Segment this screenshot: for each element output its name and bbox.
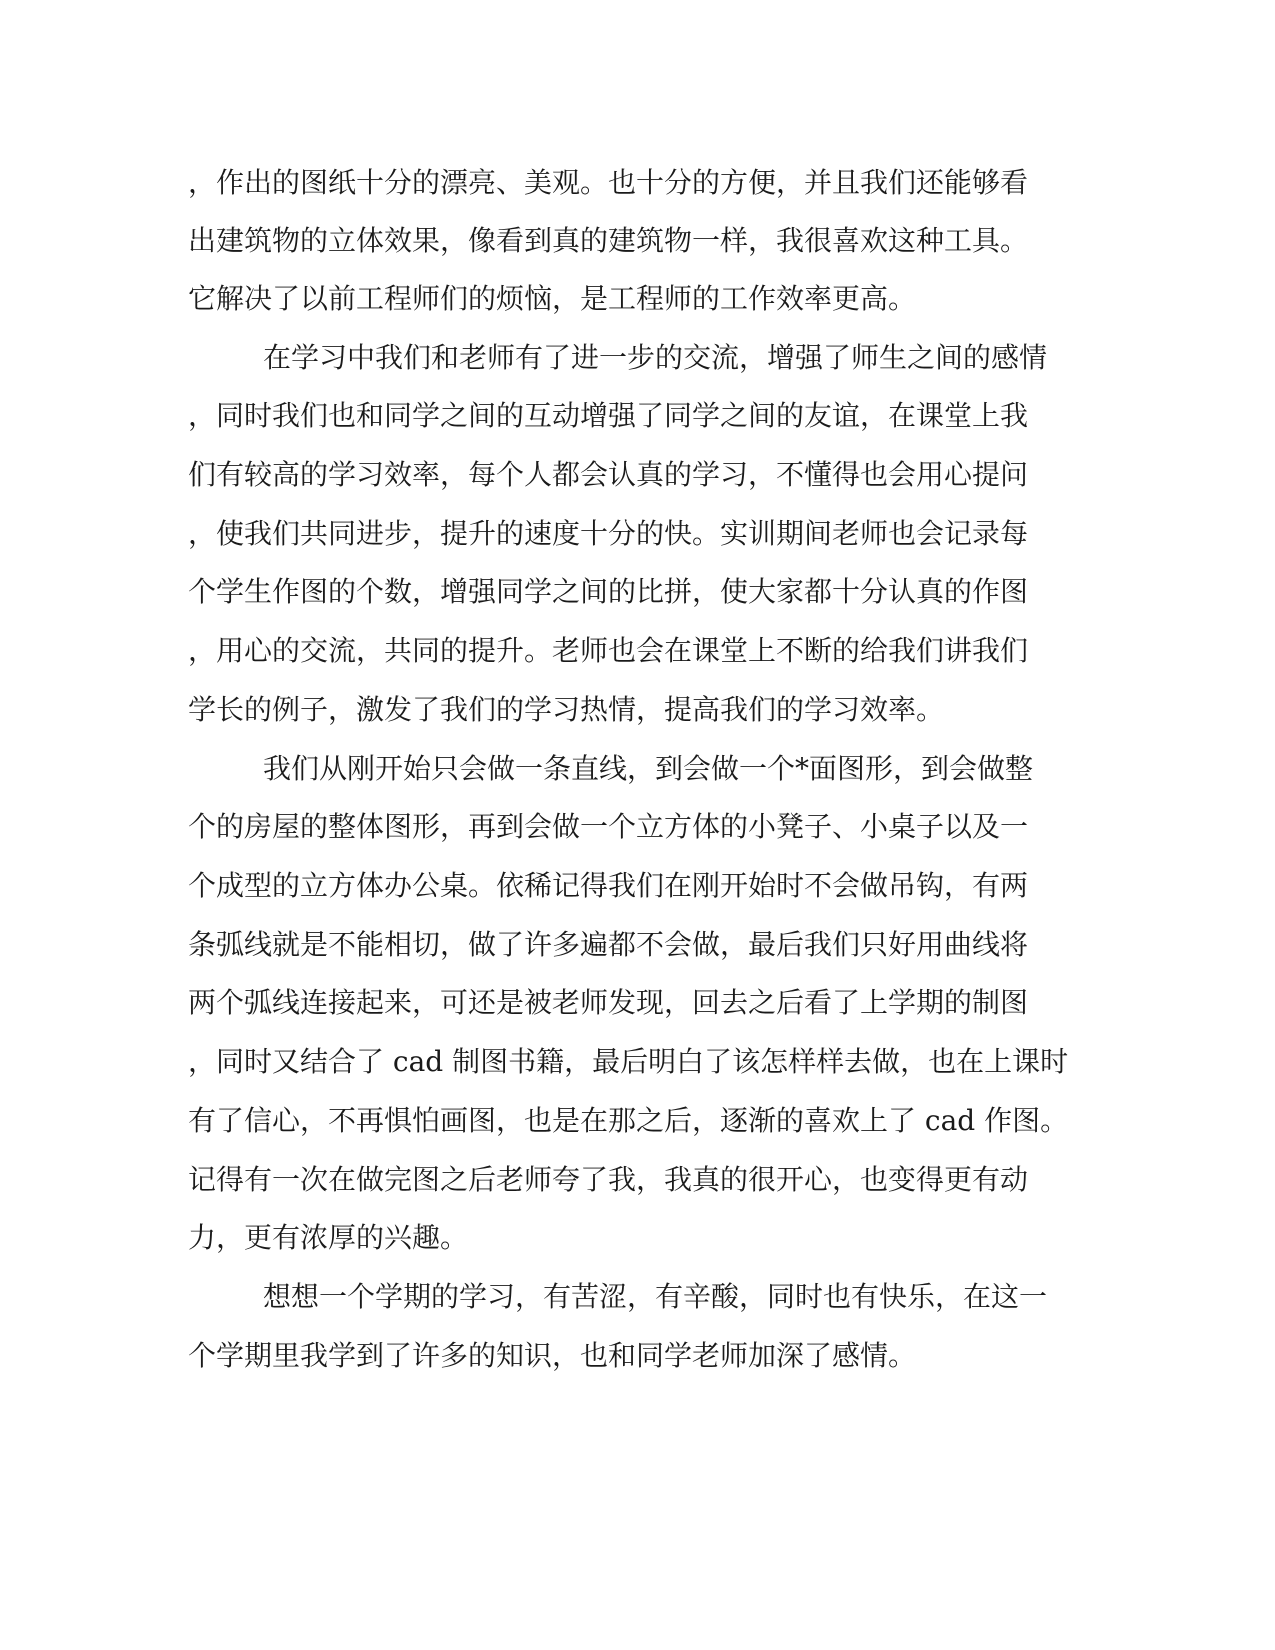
text-line: ，使我们共同进步，提升的速度十分的快。实训期间老师也会记录每 (188, 517, 1029, 550)
text-line: 们有较高的学习效率，每个人都会认真的学习，不懂得也会用心提问 (188, 458, 1029, 491)
text-line: 它解决了以前工程师们的烦恼，是工程师的工作效率更高。 (188, 282, 917, 315)
paragraph-first-line: 我们从刚开始只会做一条直线，到会做一个*面图形，到会做整 (263, 752, 1034, 785)
text-line: 个成型的立方体办公桌。依稀记得我们在刚开始时不会做吊钩，有两 (188, 869, 1029, 902)
text-line: 学长的例子，激发了我们的学习热情，提高我们的学习效率。 (188, 693, 945, 726)
text-line: 个学生作图的个数，增强同学之间的比拼，使大家都十分认真的作图 (188, 575, 1029, 608)
text-line: ，同时我们也和同学之间的互动增强了同学之间的友谊，在课堂上我 (188, 399, 1029, 432)
text-line: ，用心的交流，共同的提升。老师也会在课堂上不断的给我们讲我们 (188, 634, 1029, 667)
text-line: 记得有一次在做完图之后老师夸了我，我真的很开心，也变得更有动 (188, 1163, 1029, 1196)
text-line: ，同时又结合了 cad 制图书籍，最后明白了该怎样样去做，也在上课时 (188, 1045, 1069, 1078)
text-line: 个学期里我学到了许多的知识，也和同学老师加深了感情。 (188, 1339, 917, 1372)
text-line: 个的房屋的整体图形，再到会做一个立方体的小凳子、小桌子以及一 (188, 810, 1029, 843)
text-line: 两个弧线连接起来，可还是被老师发现，回去之后看了上学期的制图 (188, 986, 1029, 1019)
text-line: 出建筑物的立体效果，像看到真的建筑物一样，我很喜欢这种工具。 (188, 224, 1029, 257)
text-line: ，作出的图纸十分的漂亮、美观。也十分的方便，并且我们还能够看 (188, 166, 1029, 199)
paragraph-first-line: 在学习中我们和老师有了进一步的交流，增强了师生之间的感情 (263, 341, 1048, 374)
text-line: 条弧线就是不能相切，做了许多遍都不会做，最后我们只好用曲线将 (188, 928, 1029, 961)
text-line: 力，更有浓厚的兴趣。 (188, 1221, 469, 1254)
text-line: 有了信心，不再惧怕画图，也是在那之后，逐渐的喜欢上了 cad 作图。 (188, 1104, 1069, 1137)
paragraph-first-line: 想想一个学期的学习，有苦涩，有辛酸，同时也有快乐，在这一 (263, 1280, 1048, 1313)
